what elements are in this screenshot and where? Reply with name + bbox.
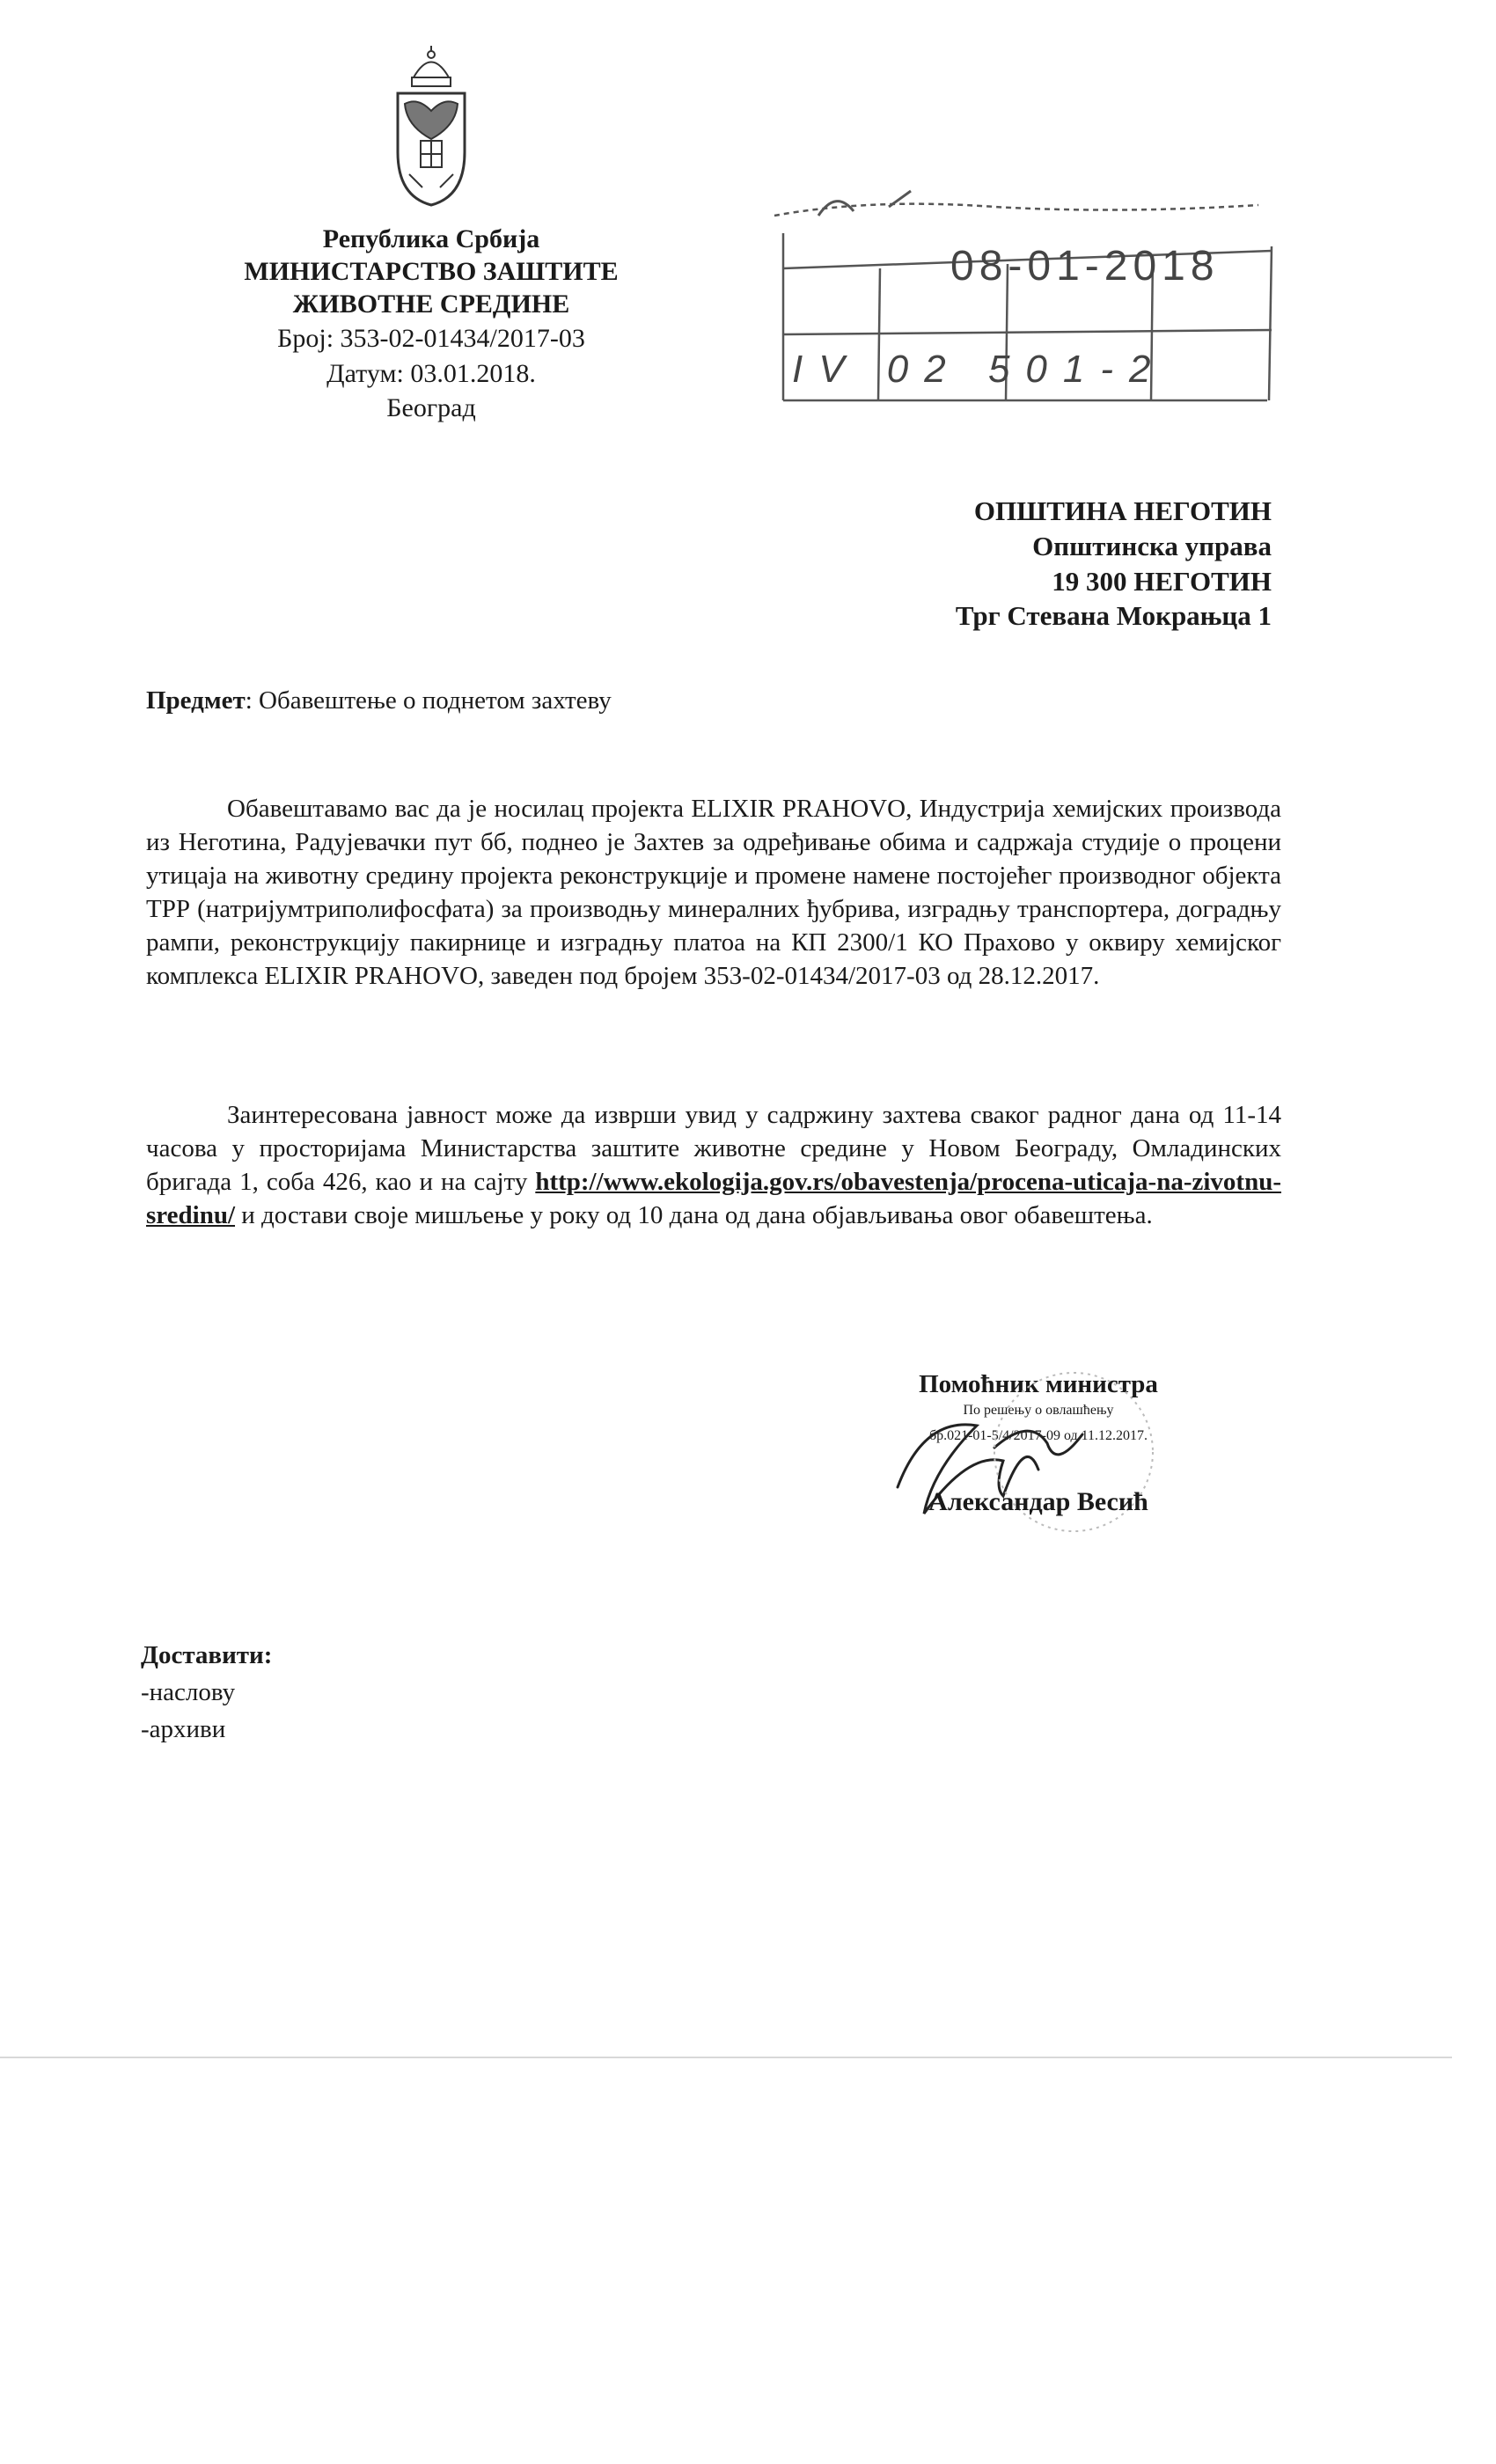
body-paragraph-1: Обавештавамо вас да је носилац пројекта ELIXIR PRAHOVO, Индустрија хемијских производа из Неготина, Радујевачки пут бб, поднео је Захтев за одређивање обима и садржаја студије о процени утицаја на животну средину пројекта реконструкције и промене намене постојећег производног објекта ТРР (натријумтриполифосфата) за производњу минералних ђубрива, изградњу транспортера, доградњу рампи, реконструкцију пакирнице и изградњу платоа на КП 2300/1 КО Прахово у оквиру хемијског комплекса ELIXIR PRAHOVO, заведен под бројем 353-02-01434/2017-03 од 28.12.2017. xyxy=(146,795,1281,990)
page-divider xyxy=(0,2057,1452,2058)
body-paragraph-2 xyxy=(146,1098,1281,1232)
ministry-name-line1: МИНИСТАРСТВО ЗАШТИТЕ xyxy=(244,257,619,286)
signatory-title: Помоћник министра xyxy=(919,1370,1158,1398)
country-name: Република Србија xyxy=(322,224,540,253)
stamp-date: 08-01-2018 xyxy=(950,243,1220,290)
delivery-item-archive: -архиви xyxy=(141,1715,226,1743)
subject-text: : Обавештење о поднетом захтеву xyxy=(245,686,612,715)
subject-label: Предмет xyxy=(146,686,246,715)
ministry-name-line2: ЖИВОТНЕ СРЕДИНЕ xyxy=(292,290,570,319)
coat-of-arms-icon xyxy=(387,42,475,209)
recipient-line4: Трг Стевана Мокрањца 1 xyxy=(955,600,1272,631)
eia-website-link[interactable]: http://www.ekologija.gov.rs/obavestenja/procena-uticaja-na-zivotnu-sredinu/ xyxy=(146,1168,1281,1229)
handwritten-signature-icon xyxy=(871,1364,1188,1558)
paragraph-2-end: и достави своје мишљење у року од 10 дана од дана објављивања овог обавештења. xyxy=(235,1201,1153,1229)
signatory-name: Александар Весић xyxy=(928,1487,1148,1516)
paragraph-2-start: Заинтересована јавност може да изврши увид у садржину захтева сваког радног дана од 11-14 часова у просторијама Министарства заштите животне средине у Новом Београду, Омладинских бригада 1, соба 426, као и на сајту xyxy=(146,1101,1281,1196)
authorization-line1: По решењу о овлашћењу xyxy=(963,1403,1114,1418)
document-date: Датум: 03.01.2018. xyxy=(326,359,536,388)
authorization-line2: бр.021-01-5/4/2017-09 од 11.12.2017. xyxy=(928,1428,1148,1443)
stamp-code: IV 02 501-2 xyxy=(792,348,1167,391)
document-city: Београд xyxy=(386,393,476,422)
registry-stamp xyxy=(766,180,1276,414)
delivery-item-recipient: -наслову xyxy=(141,1678,236,1706)
delivery-block xyxy=(141,1637,272,1748)
delivery-label: Доставити: xyxy=(141,1641,273,1669)
document-number: Број: 353-02-01434/2017-03 xyxy=(277,324,585,353)
recipient-line2: Општинска управа xyxy=(1032,531,1272,561)
recipient-line1: ОПШТИНА НЕГОТИН xyxy=(973,495,1272,526)
subject-line xyxy=(146,686,612,715)
recipient-line3: 19 300 НЕГОТИН xyxy=(1052,566,1272,597)
